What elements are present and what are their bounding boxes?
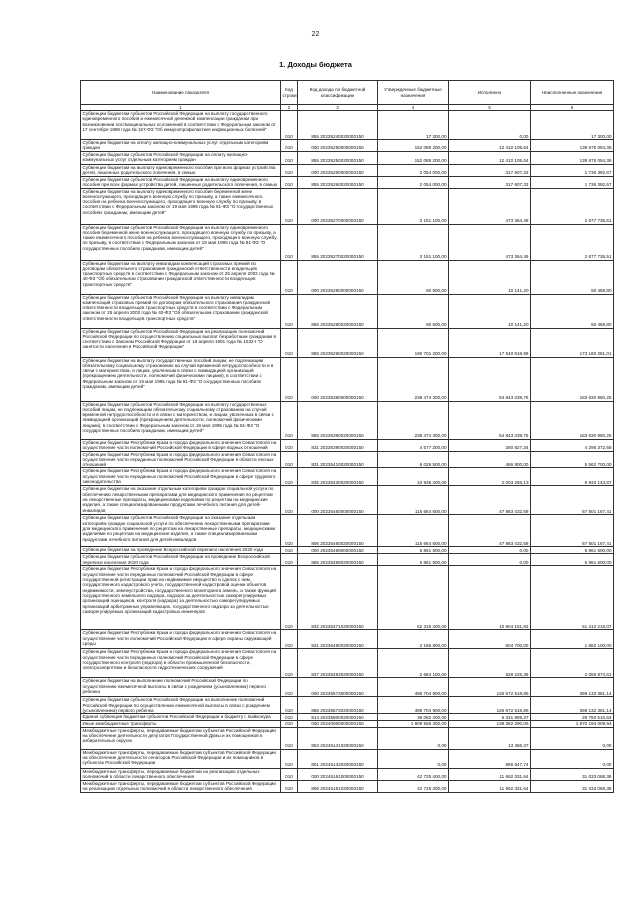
row-classification-cell: 801 20245142020000150 [298,749,378,768]
row-approved-cell: 238 474 300,00 [378,401,449,439]
row-approved-cell: 495 704 900,00 [378,678,449,697]
row-classification-cell: 000 20235260000000150 [298,164,378,176]
row-code-cell: 010 [281,727,298,749]
row-code-cell: 010 [281,649,298,678]
row-unexecuted-cell: 29 750 510,63 [531,714,614,721]
table-row [81,111,614,140]
row-unexecuted-cell: 6 861 600,00 [531,554,614,566]
page-number: 22 [311,31,320,38]
table-row [81,224,614,260]
table-row [81,140,614,152]
table-row [81,714,614,721]
row-code-cell: 010 [281,401,298,439]
row-classification-cell: 855 20235280020000150 [298,294,378,328]
row-executed-cell: 856 647,74 [449,749,531,768]
row-executed-cell: 13 366,37 [449,727,531,749]
row-name-cell: Межбюджетные трансферты, передаваемые бюджетам субъектов Российской Федерации на реализацию отдельных полномочий в области лекарственного обеспечения [81,780,281,792]
header-unexecuted: Неисполненные назначения [531,81,614,105]
row-unexecuted-cell: 5 562 700,00 [531,451,614,468]
table-row [81,151,614,164]
row-unexecuted-cell: 139 675 094,36 [531,151,614,164]
table-row [81,649,614,678]
row-code-cell: 010 [281,714,298,721]
row-approved-cell: 60 600,00 [378,294,449,328]
row-name-cell: Межбюджетные трансферты, передаваемые бюджетам субъектов Российской Федерации на обеспечение деятельности депутатов Государственной Думы и их помощников в избирательных округах [81,727,281,749]
row-unexecuted-cell: 139 675 094,36 [531,140,614,152]
row-classification-cell: 831 20235490020000150 [298,630,378,649]
row-approved-cell: 238 474 300,00 [378,357,449,401]
row-approved-cell: 42 725 400,00 [378,768,449,780]
column-number: 3 [298,105,378,111]
row-code-cell: 010 [281,224,298,260]
column-number: 6 [531,105,614,111]
table-row [81,697,614,714]
row-code-cell: 010 [281,451,298,468]
row-executed-cell: 473 364,49 [449,224,531,260]
row-code-cell: 010 [281,188,298,224]
row-classification-cell: 855 20235260020000150 [298,176,378,188]
row-approved-cell: 152 085 200,00 [378,140,449,152]
row-classification-cell: 000 20235380000000150 [298,357,378,401]
row-code-cell: 010 [281,554,298,566]
row-name-cell: Субвенции бюджетам на выплату единовременного пособия беременной жене военнослужащего, проходящего военную службу по призыву, а также ежемесячного пособия на ребенка военнослужащего, проходящего военную службу по призыву, в соответствии с Федеральным законом от 19 мая 1995 года № 81-ФЗ "О государственных пособиях гражданам, имеющим детей" [81,188,281,224]
table-row [81,727,614,749]
row-name-cell: Субвенции бюджетам на выплату государственных пособий лицам, не подлежащим обязательному социальному страхованию на случай временной нетрудоспособности и в связи с материнством, и лицам, уволенным в связи с ликвидацией организаций (прекращением деятельности, полномочий физическими лицами), в соответствии с Федеральным законом от 19 мая 1995 года № 81-ФЗ "О государственных пособиях гражданам, имеющим детей" [81,357,281,401]
row-unexecuted-cell: 4 296 372,66 [531,439,614,451]
row-executed-cell: 54 843 339,75 [449,357,531,401]
row-classification-cell: 831 20235390020000150 [298,439,378,451]
row-approved-cell: 42 725 400,00 [378,780,449,792]
row-approved-cell: 115 664 600,00 [378,486,449,515]
row-unexecuted-cell: 1 736 392,67 [531,164,614,176]
row-approved-cell: 0,00 [378,749,449,768]
section-title: 1. Доходы бюджета [279,60,352,69]
row-name-cell: Субвенции бюджетам на оплату жилищно-коммунальных услуг отдельным категориям граждан [81,140,281,152]
row-executed-cell: 126 572 518,86 [449,697,531,714]
table-row [81,451,614,468]
row-name-cell: Межбюджетные трансферты, передаваемые бюджетам субъектов Российской Федерации на обеспечение деятельности сенаторов Российской Федерации и их помощников в субъектах Российской Федерации [81,749,281,768]
table-row [81,749,614,768]
table-row [81,176,614,188]
row-code-cell: 010 [281,780,298,792]
row-code-cell: 010 [281,515,298,547]
row-code-cell: 010 [281,547,298,554]
row-classification-cell: 853 20245141020000150 [298,727,378,749]
row-unexecuted-cell: 67 801 167,41 [531,515,614,547]
row-classification-cell: 000 20235270000000150 [298,188,378,224]
row-code-cell: 010 [281,176,298,188]
row-name-cell: Субвенции бюджетам субъектов Российской Федерации на выплату государственного единовременного пособия и ежемесячной денежной компенсации гражданам при возникновении поствакцинальных осложнений в соответствии с Федеральным законом от 17 сентября 1998 года № 157-ФЗ "Об иммунопрофилактике инфекционных болезней" [81,111,281,140]
row-unexecuted-cell: 1 682 100,00 [531,630,614,649]
row-code-cell: 010 [281,697,298,714]
table-row [81,678,614,697]
row-executed-cell: 47 863 432,59 [449,515,531,547]
row-name-cell: Субвенции бюджетам на выплату единовременного пособия при всех формах устройства детей, лишенных родительского попечения, в семью [81,164,281,176]
row-classification-cell: 000 20240000000000150 [298,721,378,727]
table-row [81,328,614,357]
row-classification-cell: 835 20235430020000150 [298,468,378,486]
row-executed-cell: 0,00 [449,111,531,140]
row-name-cell: Субвенции бюджетам Республики Крым и города федерального значения Севастополя на осуществление части переданных полномочий Российской Федерации в сфере государственного контроля (надзора) в области промышленной безопасности, электроэнергетики и безопасности гидротехнических сооружений [81,649,281,678]
row-name-cell: Субвенции бюджетам субъектов Российской Федерации на проведение Всероссийской переписи населения 2020 года [81,554,281,566]
row-executed-cell: 10 904 181,93 [449,566,531,630]
column-number: 2 [281,105,298,111]
table-header-row [81,81,614,105]
row-unexecuted-cell: 0,00 [531,749,614,768]
row-executed-cell: 466 800,00 [449,451,531,468]
row-approved-cell: 190 701 200,00 [378,328,449,357]
row-unexecuted-cell: 1 670 194 009,94 [531,721,614,727]
row-classification-cell: 806 20235460020000150 [298,515,378,547]
row-name-cell: Субвенции бюджетам субъектов Российской Федерации на выплату единовременного пособия при всех формах устройства детей, лишенных родительского попечения, в семью [81,176,281,188]
header-executed: Исполнено [449,81,531,105]
row-classification-cell: 855 20235290020000150 [298,328,378,357]
row-executed-cell: 10 141,20 [449,294,531,328]
row-classification-cell: 855 20235250020000150 [298,151,378,164]
table-row [81,768,614,780]
row-code-cell: 010 [281,566,298,630]
row-classification-cell: 855 20235573020000150 [298,697,378,714]
table-row [81,294,614,328]
header-classification: Код дохода по бюджетной классификации [298,81,378,105]
row-unexecuted-cell: 51 412 218,07 [531,566,614,630]
table-body [81,111,614,793]
row-approved-cell: 6 861 600,00 [378,554,449,566]
row-code-cell: 010 [281,678,298,697]
header-row-code: Код строки [281,81,298,105]
row-unexecuted-cell: 173 160 281,01 [531,328,614,357]
row-executed-cell: 54 843 339,75 [449,401,531,439]
row-unexecuted-cell: 183 630 960,25 [531,401,614,439]
row-executed-cell: 12 410 105,64 [449,140,531,152]
row-executed-cell: 11 692 331,64 [449,780,531,792]
row-code-cell: 010 [281,768,298,780]
row-name-cell: Субвенции бюджетам на выполнение полномочий Российской Федерации по осуществлению ежемесячной выплаты в связи с рождением (усыновлением) первого ребенка [81,678,281,697]
row-approved-cell: 2 186 800,00 [378,630,449,649]
row-executed-cell: 280 827,34 [449,439,531,451]
row-unexecuted-cell: 31 033 068,36 [531,768,614,780]
table-row [81,515,614,547]
row-name-cell: Субвенции бюджетам субъектов Российской Федерации на реализацию полномочий Российской Федерации по осуществлению социальных выплат безработным гражданам в соответствии с Законом Российской Федерации от 19 апреля 1991 года № 1032-I "О занятости населения в Российской Федерации" [81,328,281,357]
row-executed-cell: 10 141,20 [449,260,531,294]
row-classification-cell: 000 20235280000000150 [298,260,378,294]
row-classification-cell: 000 20245161000000150 [298,768,378,780]
table-row [81,188,614,224]
row-code-cell: 010 [281,439,298,451]
row-approved-cell: 3 151 100,00 [378,224,449,260]
row-code-cell: 010 [281,721,298,727]
table-row [81,468,614,486]
table-row [81,401,614,439]
row-unexecuted-cell: 369 132 381,14 [531,697,614,714]
row-name-cell: Субвенции бюджетам субъектов Российской Федерации на оплату жилищно-коммунальных услуг отдельным категориям граждан [81,151,281,164]
row-approved-cell: 6 861 600,00 [378,547,449,554]
row-executed-cell: 17 540 918,99 [449,328,531,357]
row-approved-cell: 115 664 600,00 [378,515,449,547]
table-row [81,547,614,554]
row-executed-cell: 317 607,33 [449,176,531,188]
row-name-cell: Субвенции бюджетам на выплату инвалидам компенсаций страховых премий по договорам обязательного страхования гражданской ответственности владельцев транспортных средств в соответствии с Федеральным законом от 25 апреля 2002 года № 40-ФЗ "Об обязательном страховании гражданской ответственности владельцев транспортных средств" [81,260,281,294]
column-number: 1 [81,105,281,111]
row-unexecuted-cell: 2 677 735,51 [531,224,614,260]
row-code-cell: 010 [281,294,298,328]
table-row [81,260,614,294]
row-unexecuted-cell: 183 630 960,25 [531,357,614,401]
row-executed-cell: 2 003 256,13 [449,468,531,486]
row-code-cell: 010 [281,151,298,164]
row-classification-cell: 814 20235900020000150 [298,714,378,721]
row-unexecuted-cell: 67 801 167,41 [531,486,614,515]
row-unexecuted-cell: 2 677 735,51 [531,188,614,224]
row-approved-cell: 2 054 000,00 [378,164,449,176]
row-classification-cell: 806 20245161020000150 [298,780,378,792]
row-approved-cell: 0,00 [378,727,449,749]
row-unexecuted-cell: 369 132 381,14 [531,678,614,697]
row-executed-cell: 317 607,33 [449,164,531,176]
row-executed-cell: 6 331 889,37 [449,714,531,721]
row-code-cell: 010 [281,328,298,357]
table-row [81,357,614,401]
row-name-cell: Иные межбюджетные трансферты [81,721,281,727]
row-code-cell: 010 [281,749,298,768]
row-approved-cell: 2 684 100,00 [378,649,449,678]
table-row [81,630,614,649]
row-executed-cell: 126 572 518,86 [449,678,531,697]
row-approved-cell: 152 085 200,00 [378,151,449,164]
table-row [81,554,614,566]
column-number: 5 [449,105,531,111]
row-approved-cell: 4 577 200,00 [378,439,449,451]
row-approved-cell: 62 316 400,00 [378,566,449,630]
row-approved-cell: 17 300,00 [378,111,449,140]
table-row [81,164,614,176]
row-executed-cell: 0,00 [449,554,531,566]
row-executed-cell: 473 364,49 [449,188,531,224]
row-executed-cell: 47 863 432,59 [449,486,531,515]
column-number: 4 [378,105,449,111]
row-classification-cell: 832 20235471020000150 [298,566,378,630]
row-executed-cell: 139 362 290,06 [449,721,531,727]
revenue-table [80,80,614,793]
row-code-cell: 010 [281,111,298,140]
row-name-cell: Субвенции бюджетам на оказание отдельным категориям граждан социальной услуги по обеспечению лекарственными препаратами для медицинского применения по рецептам на лекарственные препараты, медицинскими изделиями по рецептам на медицинские изделия, а также специализированными продуктами лечебного питания для детей-инвалидов [81,486,281,515]
row-approved-cell: 3 151 100,00 [378,188,449,224]
row-approved-cell: 2 054 000,00 [378,176,449,188]
row-unexecuted-cell: 31 033 068,36 [531,780,614,792]
row-name-cell: Субвенции бюджетам субъектов Российской Федерации на выплату инвалидам компенсаций страховых премий по договорам обязательного страхования гражданской ответственности владельцев транспортных средств в соответствии с Федеральным законом от 25 апреля 2002 года № 40-ФЗ "Об обязательном страховании гражданской ответственности владельцев транспортных средств" [81,294,281,328]
row-name-cell: Субвенции бюджетам Республики Крым и города федерального значения Севастополя на осуществление части переданных полномочий Российской Федерации в сфере трудового законодательства [81,468,281,486]
row-name-cell: Субвенции бюджетам субъектов Российской Федерации на выполнение полномочий Российской Федерации по осуществлению ежемесячной выплаты в связи с рождением (усыновлением) первого ребенка [81,697,281,714]
row-name-cell: Субвенции бюджетам Республики Крым и города федерального значения Севастополя на осуществление части переданных полномочий Российской Федерации в сфере государственной регистрации прав на недвижимое имущество и сделок с ним, государственного кадастрового учета, государственной кадастровой оценки объектов недвижимости, землеустройства, государственного мониторинга земель, а также функций государственного земельного надзора, надзора за деятельностью саморегулируемых организаций оценщиков, контроля (надзора) за деятельностью саморегулируемых организаций арбитражных управляющих, государственного надзора за деятельностью саморегулируемых организаций кадастровых инженеров [81,566,281,630]
row-classification-cell: 865 20235469020000150 [298,554,378,566]
row-executed-cell: 12 410 105,64 [449,151,531,164]
table-row [81,566,614,630]
row-classification-cell: 000 20235573000000150 [298,678,378,697]
row-unexecuted-cell: 0,00 [531,727,614,749]
row-approved-cell: 10 936 400,00 [378,468,449,486]
row-code-cell: 010 [281,140,298,152]
row-classification-cell: 855 20235240020000150 [298,111,378,140]
row-code-cell: 010 [281,260,298,294]
row-executed-cell: 628 225,39 [449,649,531,678]
header-approved: Утвержденные бюджетные назначения [378,81,449,105]
row-code-cell: 010 [281,164,298,176]
row-name-cell: Субвенции бюджетам субъектов Российской Федерации на выплату единовременного пособия беременной жене военнослужащего, проходящего военную службу по призыву, а также ежемесячного пособия на ребенка военнослужащего, проходящего военную службу по призыву, в соответствии с Федеральным законом от 19 мая 1995 года № 81-ФЗ "О государственных пособиях гражданам, имеющим детей" [81,224,281,260]
row-executed-cell: 504 700,00 [449,630,531,649]
table-row [81,486,614,515]
row-unexecuted-cell: 6 861 600,00 [531,547,614,554]
header-name: Наименование показателя [81,81,281,105]
row-name-cell: Межбюджетные трансферты, передаваемые бюджетам на реализацию отдельных полномочий в области лекарственного обеспечения [81,768,281,780]
row-approved-cell: 1 809 556 300,00 [378,721,449,727]
row-executed-cell: 0,00 [449,547,531,554]
row-name-cell: Субвенции бюджетам на проведение Всероссийской переписи населения 2020 года [81,547,281,554]
row-approved-cell: 495 704 900,00 [378,697,449,714]
table-row [81,780,614,792]
row-classification-cell: 855 20235270020000150 [298,224,378,260]
row-unexecuted-cell: 17 300,00 [531,111,614,140]
row-name-cell: Субвенции бюджетам субъектов Российской Федерации на оказание отдельным категориям граждан социальной услуги по обеспечению лекарственными препаратами для медицинского применения по рецептам на лекарственные препараты, медицинскими изделиями по рецептам на медицинские изделия, а также специализированными продуктами лечебного питания для детей-инвалидов [81,515,281,547]
row-unexecuted-cell: 1 736 392,67 [531,176,614,188]
row-classification-cell: 000 20235469000000150 [298,547,378,554]
table-row [81,439,614,451]
row-code-cell: 010 [281,630,298,649]
row-classification-cell: 855 20235380020000150 [298,401,378,439]
row-approved-cell: 60 600,00 [378,260,449,294]
row-code-cell: 010 [281,357,298,401]
row-approved-cell: 36 082 400,00 [378,714,449,721]
row-unexecuted-cell: 50 458,80 [531,260,614,294]
row-classification-cell: 831 20235410020000150 [298,451,378,468]
row-unexecuted-cell: 8 933 143,87 [531,468,614,486]
row-unexecuted-cell: 50 458,80 [531,294,614,328]
row-classification-cell: 000 20235460000000150 [298,486,378,515]
row-code-cell: 010 [281,486,298,515]
row-name-cell: Единая субвенция бюджетам субъектов Российской Федерации и бюджету г. Байконура [81,714,281,721]
row-classification-cell: 837 20235493020000150 [298,649,378,678]
row-name-cell: Субвенции бюджетам субъектов Российской Федерации на выплату государственных пособий лицам, не подлежащим обязательному социальному страхованию на случай временной нетрудоспособности и в связи с материнством, и лицам, уволенным в связи с ликвидацией организаций (прекращением деятельности, полномочий физическими лицами), в соответствии с Федеральным законом от 19 мая 1995 года № 81-ФЗ "О государственных пособиях гражданам, имеющим детей" [81,401,281,439]
row-code-cell: 010 [281,468,298,486]
row-classification-cell: 000 20235250000000150 [298,140,378,152]
row-approved-cell: 6 029 500,00 [378,451,449,468]
row-unexecuted-cell: 2 055 874,61 [531,649,614,678]
row-name-cell: Субвенции бюджетам Республики Крым и города федерального значения Севастополя на осуществление части полномочий Российской Федерации в сфере водных отношений [81,439,281,451]
row-name-cell: Субвенции бюджетам Республики Крым и города федерального значения Севастополя на осуществление части полномочий Российской Федерации в сфере охраны окружающей среды [81,630,281,649]
row-name-cell: Субвенции бюджетам Республики Крым и города федерального значения Севастополя на осуществление части переданных полномочий Российской Федерации в области лесных отношений [81,451,281,468]
row-executed-cell: 11 692 331,64 [449,768,531,780]
